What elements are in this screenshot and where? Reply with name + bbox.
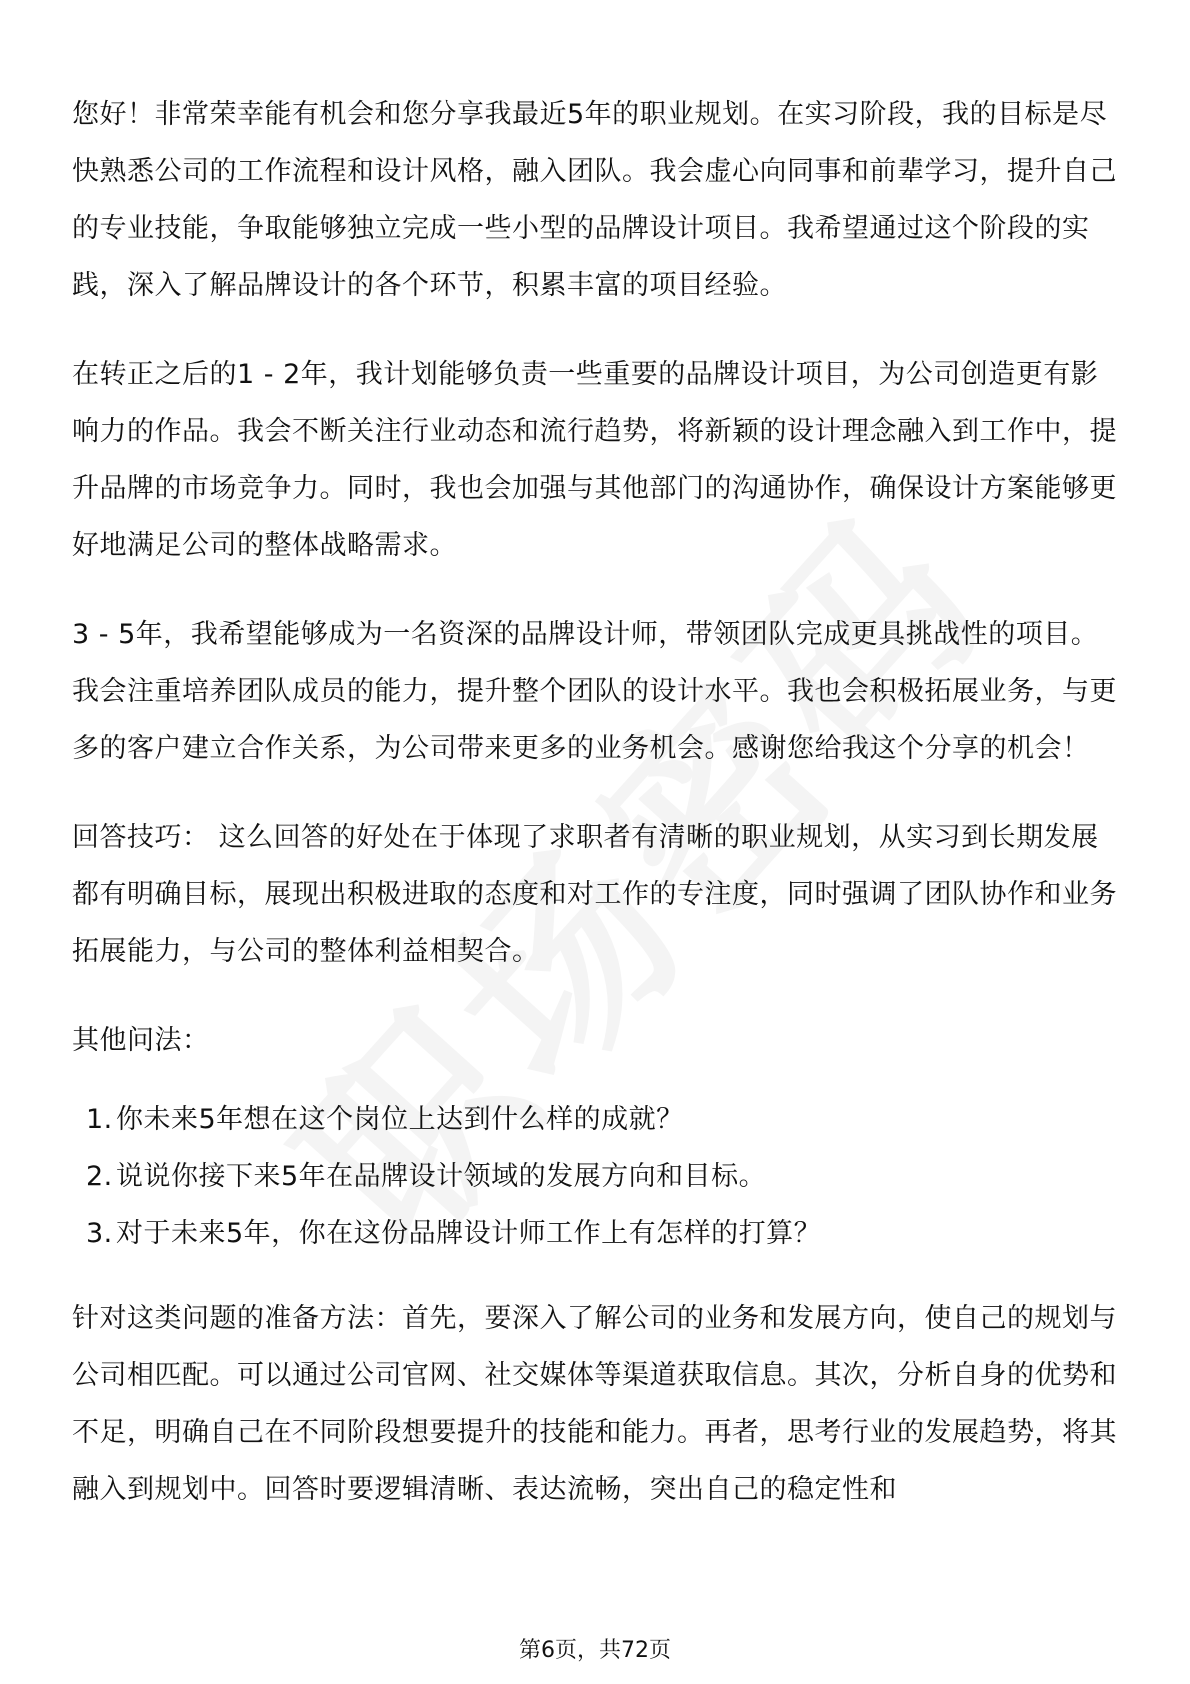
list-item-text: 对于未来5年，你在这份品牌设计师工作上有怎样的打算？: [116, 1218, 822, 1249]
list-item: [86, 1148, 1118, 1205]
list-item-text: 说说你接下来5年在品牌设计领域的发展方向和目标。: [116, 1161, 767, 1192]
page-number-footer: 第6页，共72页: [519, 1638, 671, 1663]
other-questions-list: [72, 1091, 1118, 1262]
list-item: [86, 1205, 1118, 1262]
answer-paragraph-internship: 您好！非常荣幸能有机会和您分享我最近5年的职业规划。在实习阶段，我的目标是尽快熟悉公司的工作流程和设计风格，融入团队。我会虚心向同事和前辈学习，提升自己的专业技能，争取能够独立完成一些小型的品牌设计项目。我希望通过这个阶段的实践，深入了解品牌设计的各个环节，积累丰富的项目经验。: [72, 99, 1117, 301]
list-item: [86, 1091, 1118, 1148]
other-questions-heading: 其他问法：: [72, 1025, 210, 1056]
answer-paragraph-3-5-years: 3 - 5年，我希望能够成为一名资深的品牌设计师，带领团队完成更具挑战性的项目。我会注重培养团队成员的能力，提升整个团队的设计水平。我也会积极拓展业务，与更多的客户建立合作关系，为公司带来更多的业务机会。感谢您给我这个分享的机会！: [72, 619, 1117, 764]
answer-tips-paragraph: 回答技巧： 这么回答的好处在于体现了求职者有清晰的职业规划，从实习到长期发展都有明确目标，展现出积极进取的态度和对工作的专注度，同时强调了团队协作和业务拓展能力，与公司的整体利益相契合。: [72, 822, 1117, 967]
answer-paragraph-1-2-years: 在转正之后的1 - 2年，我计划能够负责一些重要的品牌设计项目，为公司创造更有影响力的作品。我会不断关注行业动态和流行趋势，将新颖的设计理念融入到工作中，提升品牌的市场竞争力。同时，我也会加强与其他部门的沟通协作，确保设计方案能够更好地满足公司的整体战略需求。: [72, 359, 1117, 561]
list-item-number: 3.: [86, 1218, 113, 1249]
list-item-number: 1.: [86, 1104, 113, 1135]
preparation-method-paragraph: 针对这类问题的准备方法：首先，要深入了解公司的业务和发展方向，使自己的规划与公司相匹配。可以通过公司官网、社交媒体等渠道获取信息。其次，分析自身的优势和不足，明确自己在不同阶段想要提升的技能和能力。再者，思考行业的发展趋势，将其融入到规划中。回答时要逻辑清晰、表达流畅，突出自己的稳定性和: [72, 1303, 1117, 1505]
list-item-text: 你未来5年想在这个岗位上达到什么样的成就？: [116, 1104, 684, 1135]
list-item-number: 2.: [86, 1161, 113, 1192]
document-body: [72, 86, 1118, 1550]
